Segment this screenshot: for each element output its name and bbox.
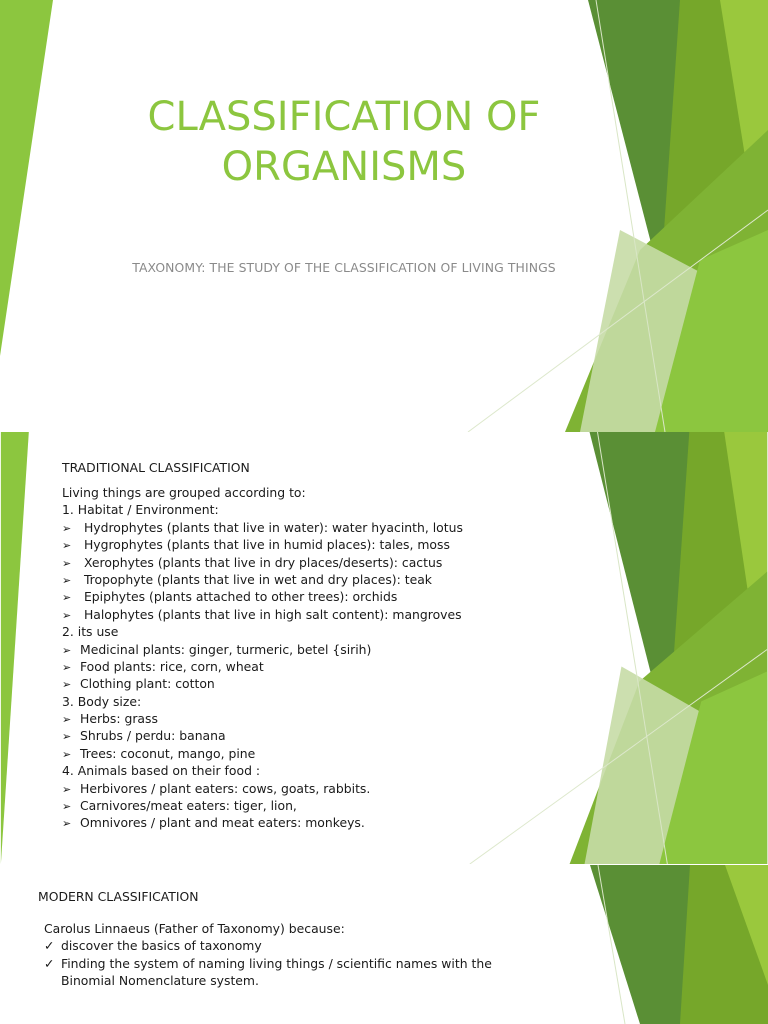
line-text: Carnivores/meat eaters: tiger, lion, bbox=[80, 798, 297, 814]
list-line bbox=[62, 501, 582, 518]
list-line bbox=[62, 536, 582, 553]
line-text: Shrubs / perdu: banana bbox=[80, 728, 226, 744]
list-line bbox=[62, 571, 582, 588]
arrow-bullet-icon: ➢ bbox=[62, 573, 72, 587]
list-line bbox=[62, 780, 582, 797]
list-line bbox=[62, 484, 582, 501]
line-text: Herbivores / plant eaters: cows, goats, rabbits. bbox=[80, 780, 371, 796]
line-text: Xerophytes (plants that live in dry places/deserts): cactus bbox=[80, 554, 443, 570]
arrow-bullet-icon: ➢ bbox=[62, 643, 72, 657]
arrow-bullet-icon: ➢ bbox=[62, 713, 72, 727]
list-line bbox=[62, 727, 582, 744]
list-item bbox=[44, 955, 544, 972]
arrow-bullet-icon: ➢ bbox=[62, 539, 72, 553]
item-text: Binomial Nomenclature system. bbox=[61, 973, 259, 989]
line-text: Living things are grouped according to: bbox=[62, 485, 306, 500]
line-text: 4. Animals based on their food : bbox=[62, 763, 261, 779]
list-line bbox=[62, 658, 582, 675]
title-line-1: CLASSIFICATION OF bbox=[147, 94, 541, 140]
line-text: 1. Habitat / Environment: bbox=[62, 502, 219, 518]
line-text: Hygrophytes (plants that live in humid places): tales, moss bbox=[80, 537, 450, 553]
line-text: Medicinal plants: ginger, turmeric, betel {sirih) bbox=[80, 641, 372, 657]
arrow-bullet-icon: ➢ bbox=[62, 817, 72, 831]
list-line bbox=[62, 623, 582, 640]
slide-title bbox=[0, 0, 768, 432]
list-line bbox=[62, 675, 582, 692]
list-line bbox=[62, 588, 582, 605]
list-line bbox=[62, 762, 582, 779]
arrow-bullet-icon: ➢ bbox=[62, 747, 72, 761]
list-line bbox=[62, 693, 582, 710]
left-accent-shape bbox=[1, 432, 29, 864]
check-icon: ✓ bbox=[44, 938, 55, 954]
line-text: Clothing plant: cotton bbox=[80, 676, 215, 692]
slide-traditional-classification bbox=[0, 432, 768, 865]
arrow-bullet-icon: ➢ bbox=[62, 660, 72, 674]
section-heading: MODERN CLASSIFICATION bbox=[38, 889, 199, 904]
list-line bbox=[62, 710, 582, 727]
list-line bbox=[62, 814, 582, 831]
line-text: Omnivores / plant and meat eaters: monkeys. bbox=[80, 815, 365, 831]
title-line-2: ORGANISMS bbox=[221, 144, 467, 190]
arrow-bullet-icon: ➢ bbox=[62, 556, 72, 570]
line-text: 2. its use bbox=[62, 624, 119, 640]
item-text: Finding the system of naming living things / scientific names with the bbox=[61, 955, 492, 971]
arrow-bullet-icon: ➢ bbox=[62, 608, 72, 622]
arrow-bullet-icon: ➢ bbox=[62, 591, 72, 605]
subtitle: TAXONOMY: THE STUDY OF THE CLASSIFICATION OF LIVING THINGS bbox=[132, 260, 556, 275]
linnaeus-list bbox=[44, 920, 544, 990]
list-line bbox=[62, 519, 582, 536]
line-text: Food plants: rice, corn, wheat bbox=[80, 658, 264, 674]
list-line bbox=[62, 606, 582, 623]
page-title bbox=[60, 92, 628, 192]
list-item bbox=[44, 937, 544, 954]
intro-line: Carolus Linnaeus (Father of Taxonomy) because: bbox=[44, 921, 345, 936]
arrow-bullet-icon: ➢ bbox=[62, 521, 72, 535]
list-item-continuation bbox=[44, 972, 544, 989]
arrow-bullet-icon: ➢ bbox=[62, 678, 72, 692]
list-line bbox=[62, 797, 582, 814]
classification-list bbox=[62, 484, 582, 832]
line-text: Halophytes (plants that live in high salt content): mangroves bbox=[80, 606, 462, 622]
line-text: Hydrophytes (plants that live in water): water hyacinth, lotus bbox=[80, 519, 463, 535]
arrow-bullet-icon: ➢ bbox=[62, 782, 72, 796]
list-line bbox=[62, 745, 582, 762]
arrow-bullet-icon: ➢ bbox=[62, 800, 72, 814]
line-text: Trees: coconut, mango, pine bbox=[80, 745, 256, 761]
slide-decoration bbox=[0, 0, 768, 432]
item-text: discover the basics of taxonomy bbox=[61, 938, 262, 954]
arrow-bullet-icon: ➢ bbox=[62, 730, 72, 744]
slide-modern-classification bbox=[0, 865, 768, 1024]
list-line bbox=[62, 554, 582, 571]
line-text: 3. Body size: bbox=[62, 693, 142, 709]
line-text: Herbs: grass bbox=[80, 711, 158, 727]
check-icon: ✓ bbox=[44, 955, 55, 971]
line-text: Epiphytes (plants attached to other trees): orchids bbox=[80, 589, 398, 605]
left-accent-shape bbox=[0, 0, 53, 356]
line-text: Tropophyte (plants that live in wet and dry places): teak bbox=[80, 571, 432, 587]
list-line bbox=[62, 641, 582, 658]
section-heading: TRADITIONAL CLASSIFICATION bbox=[62, 460, 250, 475]
